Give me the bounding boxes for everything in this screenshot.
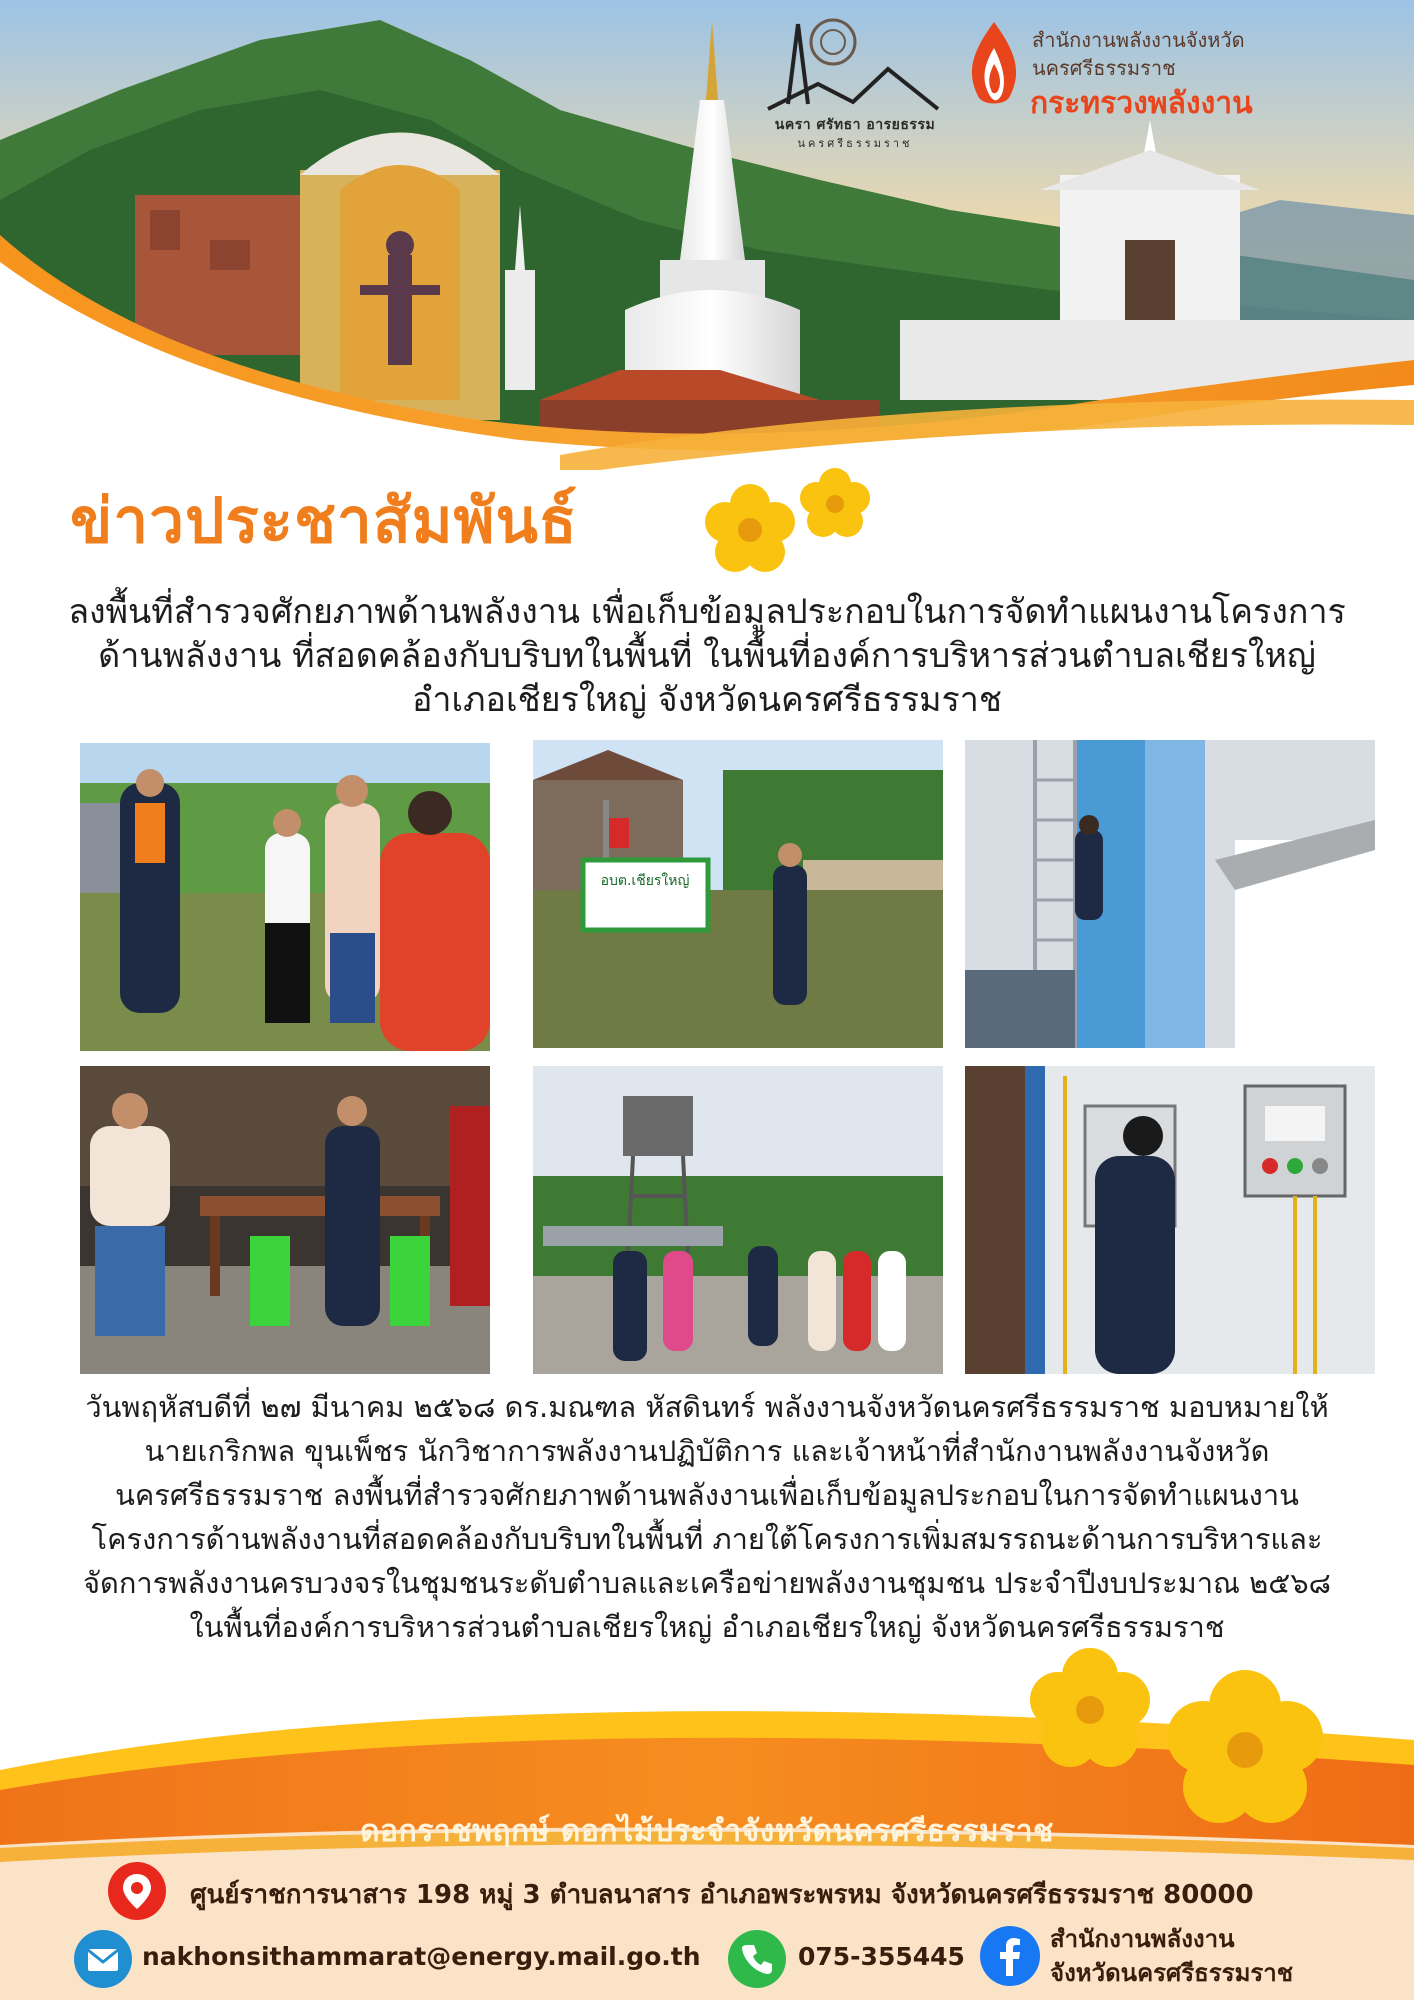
sign-text: อบต.เชียรใหญ่ bbox=[600, 873, 690, 889]
office-address: ศูนย์ราชการนาสาร 198 หมู่ 3 ตำบลนาสาร อำเภอพระพรหม จังหวัดนครศรีธรรมราช 80000 bbox=[190, 1880, 1254, 1910]
pr-title: ข่าวประชาสัมพันธ์ bbox=[70, 484, 578, 557]
body-line: โครงการด้านพลังงานที่สอดคล้องกับบริบทในพื้นที่ ภายใต้โครงการเพิ่มสมรรถนะด้านการบริหารและ bbox=[91, 1522, 1323, 1556]
headline-line: ด้านพลังงาน ที่สอดคล้องกับบริบทในพื้นที่ ในพื้นที่องค์การบริหารส่วนตำบลเชียรใหญ่ bbox=[98, 636, 1316, 676]
photo-field-survey-group bbox=[80, 743, 490, 1051]
nakhon-logo-subcaption: นครศรีธรรมราช bbox=[797, 137, 913, 150]
photo-community-meeting bbox=[80, 1066, 490, 1374]
energy-office-name: สำนักงานพลังงานจังหวัด bbox=[1032, 28, 1245, 52]
body-line: นครศรีธรรมราช ลงพื้นที่สำรวจศักยภาพด้านพลังงานเพื่อเก็บข้อมูลประกอบในการจัดทำแผนงาน bbox=[115, 1478, 1299, 1512]
contact-phone[interactable]: 075-355445 bbox=[798, 1942, 965, 1971]
location-pin-icon bbox=[108, 1862, 166, 1920]
headline-line: ลงพื้นที่สำรวจศักยภาพด้านพลังงาน เพื่อเก็บข้อมูลประกอบในการจัดทำแผนงานโครงการ bbox=[68, 592, 1346, 632]
photo-control-panel-inspection bbox=[965, 1066, 1375, 1374]
news-body bbox=[30, 1385, 1384, 1649]
header-banner bbox=[0, 0, 1414, 470]
stupa-logo-icon bbox=[758, 14, 948, 114]
body-line: จัดการพลังงานครบวงจรในชุมชนระดับตำบลและเครือข่ายพลังงานชุมชน ประจำปีงบประมาณ ๒๕๖๘ bbox=[83, 1566, 1331, 1600]
nakhon-logo-caption: นครา ศรัทธา อารยธรรม bbox=[774, 117, 936, 133]
body-line: ในพื้นที่องค์การบริหารส่วนตำบลเชียรใหญ่ อำเภอเชียรใหญ่ จังหวัดนครศรีธรรมราช bbox=[189, 1610, 1225, 1644]
photo-sao-signboard bbox=[533, 740, 943, 1048]
flame-logo-icon bbox=[962, 18, 1026, 118]
news-headline bbox=[30, 590, 1384, 722]
flower-icon bbox=[690, 462, 890, 582]
body-line: นายเกริกพล ขุนเพ็ชร นักวิชาการพลังงานปฏิบัติการ และเจ้าหน้าที่สำนักงานพลังงานจังหวัด bbox=[144, 1434, 1270, 1468]
energy-ministry-logo bbox=[962, 18, 1362, 121]
photo-water-supply-site bbox=[533, 1066, 943, 1374]
contact-email[interactable]: nakhonsithammarat@energy.mail.go.th bbox=[142, 1942, 701, 1971]
body-line: วันพฤหัสบดีที่ ๒๗ มีนาคม ๒๕๖๘ ดร.มณฑล หัสดินทร์ พลังงานจังหวัดนครศรีธรรมราช มอบหมายให้ bbox=[85, 1390, 1329, 1424]
energy-ministry-name: กระทรวงพลังงาน bbox=[1030, 86, 1253, 121]
energy-office-province: นครศรีธรรมราช bbox=[1032, 56, 1176, 80]
email-icon bbox=[74, 1930, 132, 1988]
facebook-page-line: จังหวัดนครศรีธรรมราช bbox=[1050, 1959, 1294, 1987]
footer-tagline: ดอกราชพฤกษ์ ดอกไม้ประจำจังหวัดนครศรีธรรมราช bbox=[360, 1814, 1054, 1849]
phone-icon bbox=[728, 1930, 786, 1988]
nakhon-logo bbox=[758, 14, 948, 154]
facebook-icon[interactable] bbox=[980, 1926, 1040, 1986]
facebook-page-name[interactable] bbox=[1050, 1922, 1293, 1990]
headline-line: อำเภอเชียรใหญ่ จังหวัดนครศรีธรรมราช bbox=[412, 680, 1002, 720]
facebook-page-line: สำนักงานพลังงาน bbox=[1050, 1925, 1235, 1953]
photo-water-tower-climb bbox=[965, 740, 1375, 1048]
